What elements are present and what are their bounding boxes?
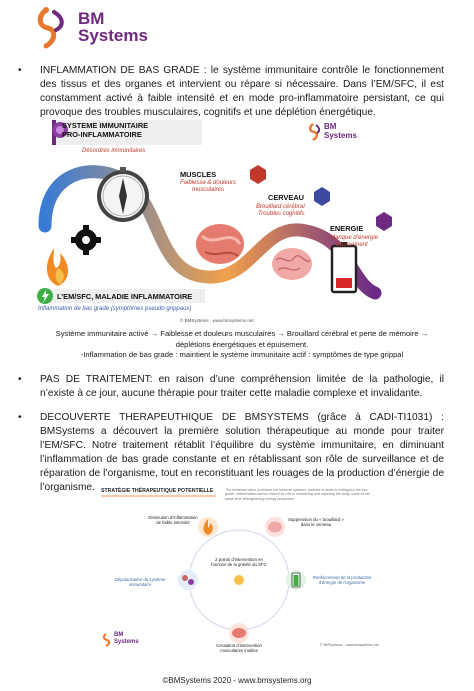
figure2-cessation: Cessation d’intervention musculaires inutiles <box>216 643 262 654</box>
bmsystems-logo <box>34 6 148 50</box>
bullet-inflammation <box>18 64 444 120</box>
immune-title-2: PRO-INFLAMMATOIRE <box>62 130 142 139</box>
bullet-discovery-text: DECOUVERTE THERAPEUTHIQUE DE BMSYSTEMS (grâce à CADI-TI1031) : BMSystems a découvert la première solution thérapeutique au monde pour traiter l’EM/SFC. Notre traitement rétablit l’équilibre du système immunitaire, en diminuant l’inflammation de bas grade constante et en rétablissant son rôle de surveillance et de réparation de l’organisme, tout en reconstituant les rouages de la production d’énergie de l’organisme. <box>40 412 444 493</box>
muscles-sub-2: musculaires <box>192 187 225 193</box>
figure2-logo <box>102 631 146 649</box>
disease-subtitle: Inflammation de bas grade (symptômes pseudo grippaux) <box>38 306 192 312</box>
figure1-logo-systems: Systems <box>324 131 357 140</box>
brain-sub-1: Brouillard cérébral <box>256 204 305 210</box>
bullet-no-treatment <box>18 373 444 401</box>
figure2-renforcement: Renforcement de la production d’énergie de l’organisme <box>312 575 372 586</box>
brain-sub-2: Troubles cognitifs <box>258 211 305 217</box>
figure2-intro-text: The treatment aims to restore the immune systems' balance in order to extinguish the low-grade, inflammation and to restore its role in monitoring and repairing the body, while at the same time strengthening energy production. <box>225 488 370 501</box>
battery-full-icon <box>286 570 306 590</box>
figure2-suppression: Suppression du « brouillard » dans le cerveau <box>288 517 344 528</box>
figure2-copyright: © BMSystems · www.bmsystems.net <box>320 643 379 647</box>
logo-text-bm: BM <box>78 9 105 28</box>
bullet-dot-icon: • <box>18 374 22 385</box>
page-footer: ©BMSystems 2020 - www.bmsystems.org <box>162 676 312 685</box>
muscle-icon <box>196 224 244 264</box>
muscle-icon <box>229 623 249 643</box>
figure2-intervention-points: 2 points d’intervention en fonction de la gravité du SFC <box>211 557 267 568</box>
immune-subtitle: Désordres immunitaires <box>82 148 146 154</box>
energy-sub-2: Epuisement <box>336 242 368 248</box>
figure1-caption-line2: -Inflammation de bas grade : maintient le système immunitaire actif : symptômes de type grippal <box>80 350 404 359</box>
energy-badge-icon <box>376 212 392 231</box>
figure1-copyright: © BMSystems · www.bmsystems.net <box>180 318 254 323</box>
bmsystems-logo-mark-icon <box>34 6 74 50</box>
muscles-sub-1: Faiblesse & douleurs <box>180 180 237 186</box>
flame-icon <box>47 248 68 286</box>
bullet-discovery <box>18 411 444 495</box>
immune-cell-icon <box>178 570 198 590</box>
flame-icon <box>198 517 218 537</box>
brain-icon <box>265 517 285 537</box>
bullet-dot-icon: • <box>18 412 22 423</box>
battery-low-icon <box>332 242 356 292</box>
figure2-depolarisation: Dépolarisation du système immunitaire <box>114 577 166 588</box>
immune-title-1: SYSTEME IMMUNITAIRE <box>62 121 149 130</box>
bullet-no-treatment-text: PAS DE TRAITEMENT: en raison d’une compréhension limitée de la pathologie, il n’existe à ce jour, aucune thérapie pour traiter cette maladie complexe et invalidante. <box>40 374 444 399</box>
figure1-logo-bm: BM <box>324 122 337 131</box>
figure-immune-cascade <box>30 118 450 323</box>
figure2-logo-systems: Systems <box>114 639 139 645</box>
figure-therapeutic-strategy-graphic <box>98 485 380 655</box>
brain-title: CERVEAU <box>268 193 305 202</box>
figure1-logo <box>308 121 368 143</box>
bullet-inflammation-text: INFLAMMATION DE BAS GRADE : le système immunitaire contrôle le fonctionnement des tissus et des organes et intervient ou répare si nécessaire. Dans l’EM/SFC, il est constamment activé à faible intensité et en mode pro-inflammatoire persistant, ce qui provoque des troubles musculaires, cognitifs et une déplétion énergétique. <box>40 65 444 118</box>
figure-therapeutic-strategy <box>98 485 380 655</box>
figure2-logo-bm: BM <box>114 632 124 638</box>
figure1-logo-mark-icon <box>308 123 322 141</box>
energy-sub-1: Manque d’énergie <box>330 235 379 241</box>
muscle-badge-icon <box>250 165 266 184</box>
energy-title: ENERGIE <box>330 224 364 233</box>
figure2-diminution: Diminution d’inflammation de faible intensité <box>148 515 198 526</box>
gear-icon <box>71 225 101 255</box>
bullet-dot-icon: • <box>18 65 22 76</box>
figure1-caption-line1: Système immunitaire activé → Faiblesse et douleurs musculaires → Brouillard cérébral et perte de mémoire → déplétions énergétiques et épuisement. <box>55 329 429 349</box>
lightning-icon <box>37 288 53 304</box>
brain-badge-icon <box>314 187 330 206</box>
muscles-title: MUSCLES <box>180 170 217 179</box>
figure2-logo-mark-icon <box>102 633 112 647</box>
figure2-title: STRATÉGIE THÉRAPEUTIQUE POTENTIELLE <box>101 488 214 494</box>
disease-title: L’EM/SFC, MALADIE INFLAMMATOIRE <box>57 292 193 301</box>
brain-icon <box>272 248 312 280</box>
logo-text-systems: Systems <box>78 26 148 45</box>
